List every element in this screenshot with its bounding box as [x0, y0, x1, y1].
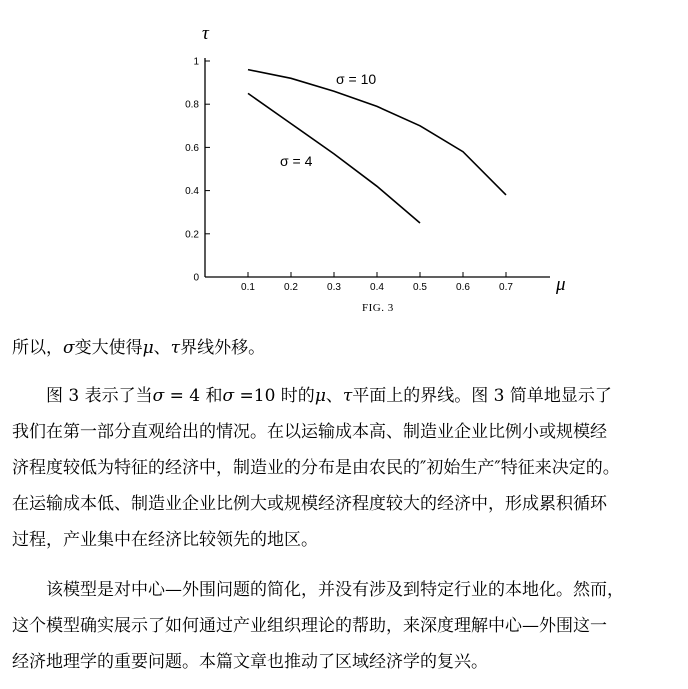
- text-line: 济程度较低为特征的经济中，制造业的分布是由农民的″初始生产″特征来决定的。: [12, 458, 620, 478]
- x-tick-label: 0.6: [456, 282, 470, 293]
- text-line: 图 3 表示了当σ = 4 和σ =10 时的μ、τ平面上的界线。图 3 简单地显示了: [46, 386, 612, 406]
- sigma-symbol: σ: [63, 338, 75, 358]
- x-axis-label: μ: [556, 274, 566, 295]
- text-line: 过程，产业集中在经济比较领先的地区。: [12, 530, 318, 550]
- series-layer: [248, 70, 506, 223]
- figure-caption: FIG. 3: [362, 302, 394, 314]
- mu-symbol: μ: [142, 338, 154, 358]
- mu-symbol: μ: [314, 386, 326, 406]
- text-line: 在运输成本低、制造业企业比例大或规模经济程度较大的经济中，形成累积循环: [12, 494, 607, 514]
- series-line-sigma-4: [248, 93, 420, 223]
- series-line-sigma-10: [248, 70, 506, 195]
- y-tick-label: 0.8: [185, 99, 199, 111]
- series-label-sigma-10: σ = 10: [336, 71, 377, 87]
- y-tick-label: 1: [193, 56, 199, 68]
- text-line: 这个模型确实展示了如何通过产业组织理论的帮助，来深度理解中心—外围这一: [12, 616, 607, 636]
- sigma-symbol: σ: [222, 386, 235, 406]
- text-line: 该模型是对中心—外围问题的简化，并没有涉及到特定行业的本地化。然而，: [46, 580, 624, 600]
- text-line: 所以，σ变大使得μ、τ界线外移。: [12, 338, 266, 358]
- text-line: 经济地理学的重要问题。本篇文章也推动了区域经济学的复兴。: [12, 652, 488, 672]
- y-ticks: [185, 57, 210, 284]
- x-tick-label: 0.5: [413, 282, 427, 293]
- y-tick-label: 0.2: [185, 229, 199, 241]
- y-axis-label: τ: [202, 23, 209, 44]
- sigma-symbol: σ: [152, 386, 165, 406]
- x-tick-label: 0.4: [370, 282, 384, 293]
- paragraph-model-summary: [12, 572, 680, 680]
- y-tick-label: 0: [193, 272, 199, 284]
- paragraph-intro: [12, 330, 680, 366]
- paragraph-figure-description: [12, 378, 680, 558]
- y-tick-label: 0.6: [185, 142, 199, 154]
- x-tick-label: 0.7: [499, 282, 513, 293]
- x-tick-label: 0.3: [327, 282, 341, 293]
- x-tick-label: 0.1: [241, 282, 255, 293]
- series-label-sigma-4: σ = 4: [280, 153, 313, 169]
- tau-symbol: τ: [342, 386, 353, 406]
- x-tick-label: 0.2: [284, 282, 298, 293]
- tau-symbol: τ: [170, 338, 181, 358]
- figure-3-chart: [0, 0, 688, 320]
- text-line: 我们在第一部分直观给出的情况。在以运输成本高、制造业企业比例小或规模经: [12, 422, 607, 442]
- y-tick-label: 0.4: [185, 186, 199, 198]
- x-ticks: [241, 272, 513, 293]
